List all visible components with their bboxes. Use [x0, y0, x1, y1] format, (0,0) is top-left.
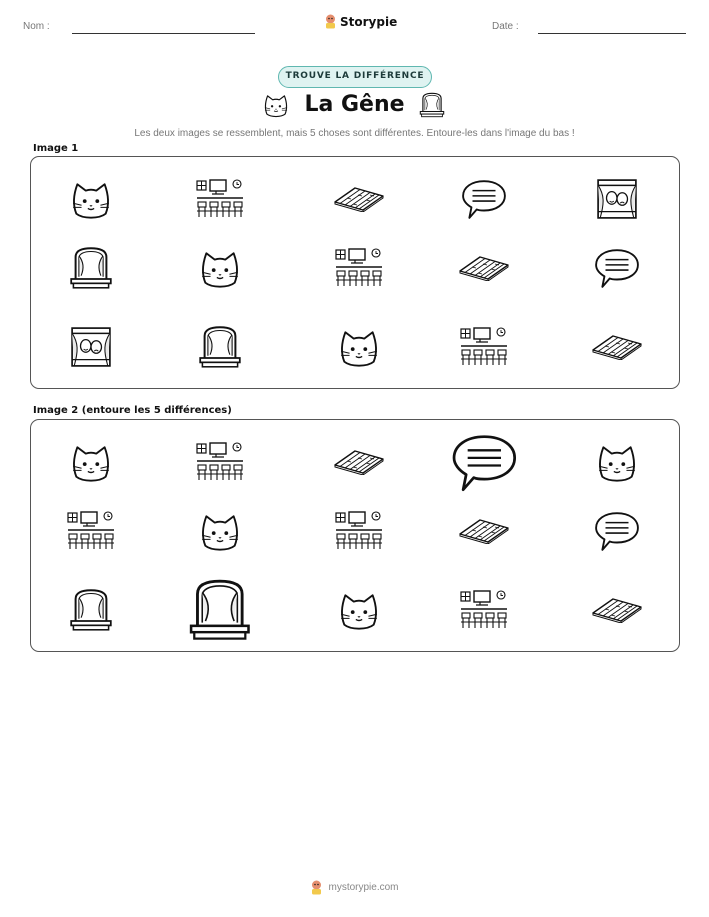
speech-bubble-icon	[451, 432, 518, 493]
picture-cell[interactable]	[595, 441, 639, 483]
date-field-line[interactable]	[538, 33, 686, 34]
classroom-icon	[196, 178, 244, 220]
cat-face-icon	[69, 178, 113, 220]
instructions: Les deux images se ressemblent, mais 5 choses sont différentes. Entoure-les dans l'image du bas !	[134, 128, 575, 139]
classroom-icon	[460, 589, 508, 631]
picture-cell[interactable]	[196, 441, 244, 483]
picture-cell	[461, 178, 507, 220]
footer	[0, 880, 709, 895]
picture-cell[interactable]	[337, 589, 381, 631]
picture-cell	[70, 326, 112, 368]
picture-cell[interactable]	[67, 510, 115, 552]
picture-cell[interactable]	[460, 589, 508, 631]
page-title: La Gêne	[304, 92, 405, 117]
classroom-icon	[460, 326, 508, 368]
cat-face-icon	[595, 441, 639, 483]
picture-cell	[591, 333, 643, 361]
picture-cell	[458, 254, 510, 282]
brand-name: Storypie	[340, 14, 398, 29]
wooden-floor-icon	[333, 448, 385, 476]
picture-cell[interactable]	[335, 510, 383, 552]
panel-1-label: Image 1	[33, 143, 79, 154]
picture-cell[interactable]	[198, 510, 242, 552]
wooden-floor-icon	[591, 596, 643, 624]
picture-cell[interactable]	[69, 441, 113, 483]
speech-bubble-icon	[461, 178, 507, 220]
picture-cell	[596, 178, 638, 220]
wooden-floor-icon	[458, 517, 510, 545]
footer-url[interactable]: mystorypie.com	[328, 882, 399, 893]
wooden-floor-icon	[333, 185, 385, 213]
storypie-logo-icon	[324, 14, 337, 29]
cat-face-icon	[198, 247, 242, 289]
picture-cell	[196, 178, 244, 220]
theater-masks-stage-icon	[596, 178, 638, 220]
picture-cell	[460, 326, 508, 368]
cat-face-icon	[69, 441, 113, 483]
picture-cell	[335, 247, 383, 289]
wooden-floor-icon	[591, 333, 643, 361]
stage-curtain-icon	[67, 588, 115, 632]
speech-bubble-icon	[594, 247, 640, 289]
wooden-floor-icon	[458, 254, 510, 282]
picture-cell	[333, 185, 385, 213]
stage-curtain-icon	[185, 578, 255, 642]
classroom-icon	[335, 247, 383, 289]
name-field-line[interactable]	[72, 33, 255, 34]
picture-cell[interactable]	[458, 517, 510, 545]
picture-cell	[594, 247, 640, 289]
cat-face-icon	[337, 589, 381, 631]
stage-curtain-icon	[196, 325, 244, 369]
image-2-panel[interactable]	[30, 419, 680, 652]
image-1-panel	[30, 156, 680, 389]
picture-cell	[69, 178, 113, 220]
stage-curtain-icon	[67, 246, 115, 290]
storypie-logo-icon	[310, 880, 323, 895]
stage-curtain-icon	[418, 92, 446, 118]
picture-cell	[198, 247, 242, 289]
speech-bubble-icon	[594, 510, 640, 552]
cat-face-icon	[198, 510, 242, 552]
picture-cell[interactable]	[67, 588, 115, 632]
picture-cell[interactable]	[333, 448, 385, 476]
panel-2-label: Image 2 (entoure les 5 différences)	[33, 405, 232, 416]
classroom-icon	[67, 510, 115, 552]
theater-masks-stage-icon	[70, 326, 112, 368]
picture-cell[interactable]	[451, 432, 518, 493]
picture-cell[interactable]	[594, 510, 640, 552]
picture-cell[interactable]	[185, 578, 255, 642]
brand-logo	[324, 14, 397, 29]
picture-cell	[196, 325, 244, 369]
classroom-icon	[335, 510, 383, 552]
cat-face-icon	[337, 326, 381, 368]
activity-badge: TROUVE LA DIFFÉRENCE	[278, 66, 432, 88]
picture-cell[interactable]	[591, 596, 643, 624]
picture-cell	[337, 326, 381, 368]
date-label: Date :	[492, 21, 519, 32]
classroom-icon	[196, 441, 244, 483]
picture-cell	[67, 246, 115, 290]
name-label: Nom :	[23, 21, 50, 32]
